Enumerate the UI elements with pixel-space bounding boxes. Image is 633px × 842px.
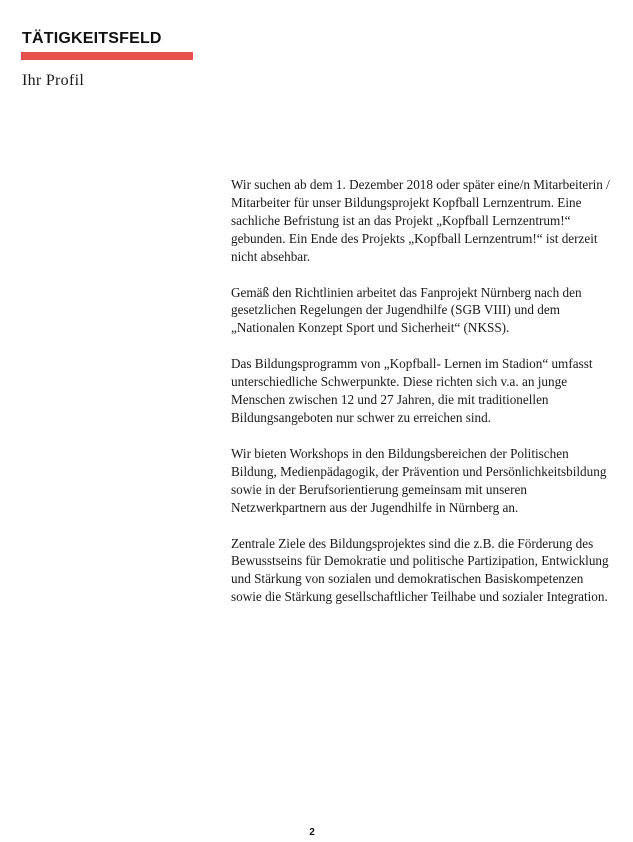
paragraph-guidelines: Gemäß den Richtlinien arbeitet das Fanprojekt Nürnberg nach den gesetzlichen Regelungen der Jugendhilfe (SGB VIII) und dem „Nationalen Konzept Sport und Sicherheit“ (NKSS).	[231, 284, 582, 336]
page-subtitle: Ihr Profil	[22, 72, 85, 89]
section-title: TÄTIGKEITSFELD	[22, 30, 162, 47]
paragraph-workshops: Wir bieten Workshops in den Bildungsbereichen der Politischen Bildung, Medienpädagogik, der Prävention und Persönlichkeitsbildung sowie in der Berufsorientierung gemeinsam mit unseren Netzwerkpartnern aus der Jugendhilfe in Nürnberg an.	[231, 445, 607, 515]
page-number: 2	[309, 827, 315, 838]
body-text	[231, 176, 615, 624]
paragraph-intro: Wir suchen ab dem 1. Dezember 2018 oder später eine/n Mitarbeiterin / Mitarbeiter für unser Bildungsprojekt Kopfball Lernzentrum. Eine sachliche Befristung ist an das Projekt „Kopfball Lernzentrum!“ gebunden. Ein Ende des Projekts „Kopfball Lernzentrum!“ ist derzeit nicht absehbar.	[231, 177, 610, 264]
paragraph-goals: Zentrale Ziele des Bildungsprojektes sind die z.B. die Förderung des Bewusstseins für Demokratie und politische Partizipation, Entwicklung und Stärkung von sozialen und demokratischen Basiskompetenzen sowie die Stärkung gesellschaftlicher Teilhabe und sozialer Integration.	[231, 535, 609, 605]
accent-bar	[21, 52, 193, 60]
paragraph-program: Das Bildungsprogramm von „Kopfball- Lernen im Stadion“ umfasst unterschiedliche Schwerpunkte. Diese richten sich v.a. an junge Menschen zwischen 12 und 27 Jahren, die mit traditionellen Bildungsangeboten nur schwer zu erreichen sind.	[231, 356, 593, 425]
